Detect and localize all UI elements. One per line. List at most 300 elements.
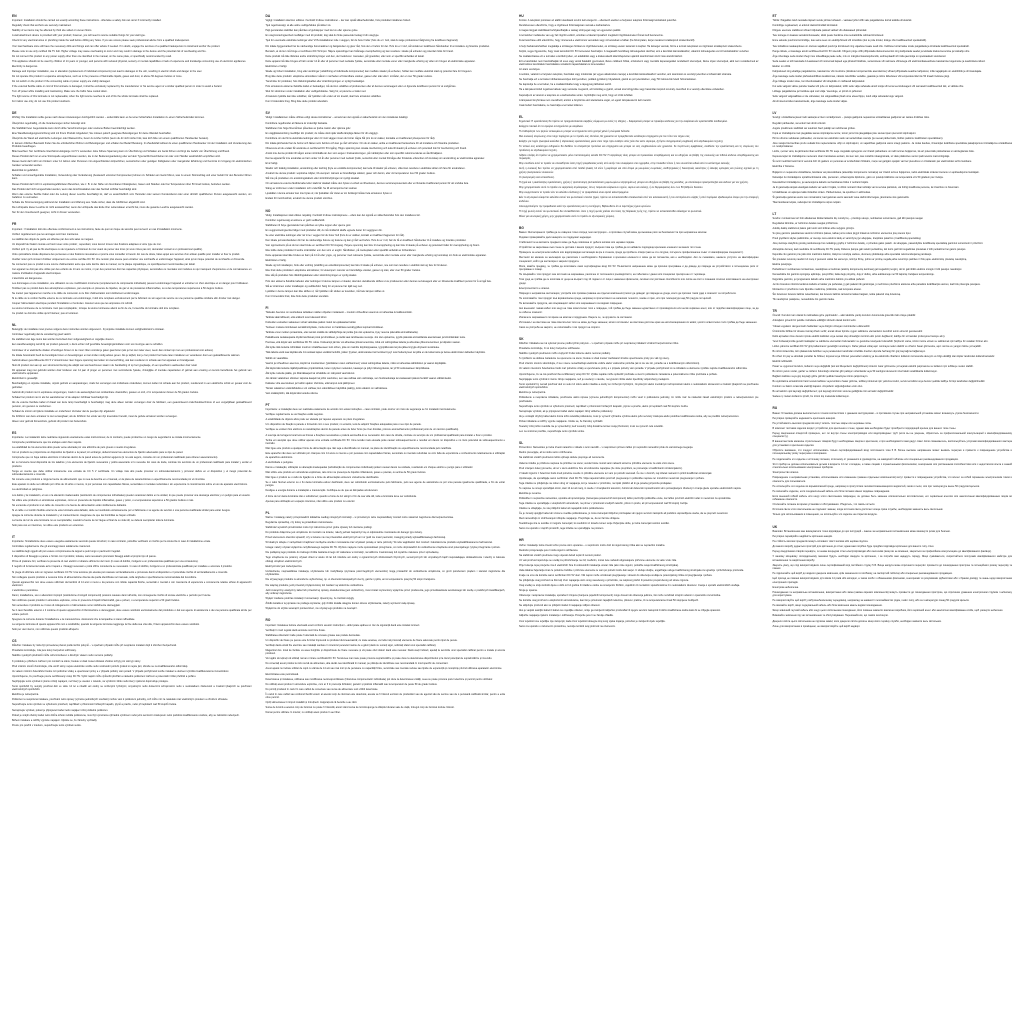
instruction-paragraph: Bemærk, at du kun må bruge et certificeret DC 5V-input. Højere spændinger kan forårsage overophedning og kan resultere i skade på enheden og potentiel risiko for brand. — [265, 49, 454, 53]
instruction-paragraph: Elektrizität ist gefährlich. — [12, 168, 39, 172]
instruction-paragraph: Pouze pro použití v interiéru, nepoužívejte tento výrobek venku. — [12, 723, 82, 727]
instruction-paragraph: Elektrisitet er farlig. — [265, 259, 287, 263]
instruction-paragraph: Ако външният гъвкав кабел или шнур на това осветително тяло е повреден, той трябва да бъде заменен единствено от производителя или негов сервизен агент, или от подобно квалифицирано лице, за да се избегне опасност. — [519, 307, 759, 314]
instruction-paragraph: Non collegare questo prodotto a nessuna fonte di alimentazione diversa da quella identificata nel manuale, sulla targhetta o specificamente raccomandata dal rivenditore. — [12, 575, 197, 579]
instruction-paragraph: Během instalace a údržby vypněte napájení. Ujistěte se, že žárovky vychladly. — [12, 718, 98, 722]
language-section-et — [773, 14, 1013, 105]
instruction-paragraph: Danni, installazione, uso o alterazioni impropri (sostituzione di singoli componenti) possono causare danni all'unità, con conseguente rischio di scosse elettriche e pericolo per l'utente. — [12, 594, 212, 598]
instruction-paragraph: Sluit dit product niet aan op een stroomvoorziening die afwijkt van wat beschreven staat in de handleiding of op het typeplaatje, of een specifiek is aanbevolen door retail. — [12, 363, 198, 367]
instruction-paragraph: Nepievienojiet šo izstrādājumu nevienam citam barošanas avotam, kā vien tam, kas norādīts rokasgrāmatā, uz datu plāksnītes vai ko īpaši ieteicis mazumtirgotājs. — [772, 155, 950, 159]
instruction-paragraph: V lokalni trgovini z železnino bodo imeli potrebne svedre in pritrdilne elemente ter vam po potrebi svetovali. Če ste v dvomih, naj izdelek namesti in pritrdi kvalificiran strokovnjak. — [519, 471, 713, 475]
instruction-paragraph: Redovito provjeravajte jesu li sidra sigurno održavana. — [519, 548, 579, 552]
instruction-paragraph: Nepripájajte tento výrobok k inému zdroju napájania, než je uvedený v návode, na typovom štítku alebo špecificky odporúčaný predajcom. — [519, 377, 670, 381]
instruction-paragraph: Stäng av strömmen under installation och underhåll. Se till att lamporna har svalnat. — [265, 187, 358, 191]
instruction-paragraph: Kontrollera om det finns elektriska ledningar eller rör inuti väggen innan du borrar några hål (om du är osäker, kontakta en kvalificerad yrkesperson för råd). — [265, 136, 436, 140]
instruction-paragraph: Повреди и неправилна инсталация, употреба или промяна (замяна на отделни компоненти) могат да доведат до повреда на уреда, което да причини токов удар и опасност за потребителя. — [519, 292, 737, 296]
instruction-paragraph: Lūdzu, ņemiet vērā, ka jāizmanto tikai sertificēta DC 5V ieeja. Augstāks spriegums var izraisīt pārkaršanu un radīt ierīces bojājumus, kā arī potenciālu pārkaršanas un aizdegšanās risku. — [772, 150, 975, 154]
instruction-paragraph: Upozorňujeme, že používejte pouze certifikovaný vstup DC 5V. Vyšší napětí může způsobit přehřátí a následně poškození zařízení a potenciální riziko přehřátí a požáru. — [12, 674, 197, 678]
instruction-paragraph: En vægmonteringsenhed medfølger med dit produkt; dog skal du finde passende beslag til din vægtype. — [265, 34, 380, 38]
instruction-paragraph: Ha a lámpatest külső rugalmas kábele vagy vezetéke megsérül, azt kizárólag a gyártó, annak szervizügynöke vagy hasonlóan képzett személy cserélheti ki a veszély elkerülése érdekében. — [519, 88, 725, 92]
instruction-paragraph: Εάν το εξωτερικό εύκαμπτο καλώδιο αυτού του φωτιστικού υποστεί ζημιά, πρέπει να αντικατασταθεί αποκλειστικά από τον κατασκευαστή ή τον αντιπρόσωπο σέρβις ή από παρόμοια εξειδικευμένο άτομο για την αποφυγή κινδύνου. — [519, 196, 759, 203]
instruction-paragraph: Источник света этого светильника не подлежит замене; когда источник света достигнет конца срока службы, необходимо заменить весь светильник. — [772, 508, 944, 512]
instruction-paragraph: Důležité: Instalace by měla být provedena přesně podle těchto pokynů – v opačném případě může při nesprávné instalaci dojít k ohrožení bezpečnosti. — [12, 644, 177, 648]
language-code: RU — [772, 406, 778, 411]
instruction-paragraph: Моля, имайте предвид, че трябва да използвате само сертифициран вход DC 5V. По-високото напрежение може да причини прегряване и да доведе до повреда на устройството и потенциален риск от прегряване и пожар. — [519, 264, 759, 272]
text-column — [519, 14, 759, 636]
instruction-paragraph: Не використовуйте цей виріб у вибухонебезпечному середовищі, наприклад за наявності легкозаймистих рідин, газів і пилу, або за температури понад 50 градусів Цельсія. — [772, 599, 970, 603]
instruction-paragraph: Na stabilnost visokih predmetov lahko vplivajo debele preproge ali neravna tla. — [519, 456, 605, 460]
instruction-paragraph: Sadece iç mekan kullanımı içindir, bu ürünü dış mekanda kullanmayın. — [772, 395, 850, 399]
instruction-paragraph: Μια συσκευή στερέωσης στον τοίχο παρέχεται με το προϊόν σας. Ωστόσο, θα χρειαστεί να προμηθευτείτε κατάλληλα στηρίγματα για τον τύπο του τοίχου σας. — [519, 135, 691, 139]
instruction-paragraph: Šio prietaiso neturėtų naudoti 14 metų ir jaunesni vaikai bei asmenys, turintys fizinę, jutimo ar protinę negalią arba neturintys patirties ir žinių apie elektroninių prietaisų naudojimą. — [772, 257, 967, 261]
instruction-paragraph: Μην συνδέετε αυτό το προϊόν σε οποιαδήποτε άλλη πηγή τροφοδοσίας εκτός από αυτήν που αναφέρεται στο εγχειρίδιο, στην πινακίδα τύπου ή που συνιστάται ειδικά από το κατάστημα λιανικής. — [519, 162, 731, 166]
instruction-paragraph: Редовно проверявайте дали анкерите се поддържат надеждно. — [519, 236, 592, 240]
language-section-tr — [773, 309, 1013, 400]
instruction-paragraph: Če je zunanji upogljivi kabel ali vrvica te svetilke poškodovana, jo mora zamenjati izključno proizvajalec ali njegov servisni zastopnik ali podobno usposobljena oseba, da se prepreči nevarnost. — [519, 512, 729, 516]
instruction-paragraph: Bu cihaz 14 yaş ve altındaki çocuklar ile fiziksel, duyusal veya zihinsel yetenekleri azalmış ya da elektronik cihazların kullanımı konusunda deneyim ve bilgi eksikliği olan kişiler tarafından kullanılmamalıdır. — [772, 354, 995, 358]
instruction-paragraph: Compruebe que no haya cables eléctricos ni tuberías dentro de la pared antes de perforar agujeros (si no está seguro, consulte con un profesional cualificado para obtener asesoramiento). — [12, 456, 218, 460]
instruction-paragraph: Dit apparaat mag niet gebruikt worden door kinderen van 14 jaar of jonger en personen met verminderde fysieke, zintuiglijke of mentale capaciteiten of gebrek aan ervaring en kennis betreffende het gebruik van elektronische apparaten. — [12, 368, 252, 376]
instruction-paragraph: Kui selle valgusti väline painduv kaabel või juhe on kahjustatud, tohib selle välja vahetada ainult tootja või tema teenindusagent või sarnaselt kvalifitseeritud isik, et vältida ohtu. — [772, 85, 964, 88]
instruction-paragraph: Samo za uporabu u zatvorenim prostorima, nemojte koristiti ovaj proizvod na otvorenom. — [519, 624, 616, 628]
instruction-paragraph: Ärge ühendage seda toodet ühegi muu toiteallikaga peale selle, mis on märgitud kasutusjuhendis, andmeplaadil või mida jaemüüja on spetsiaalselt soovitanud. — [772, 54, 947, 58]
instruction-paragraph: Oštećenja i neispravna instalacija, uporaba ili izmjena (zamjena pojedinih komponenti) mogu dovesti do oštećenja jedinice, što može rezultirati strujnim udarom i opasnošću za korisnika. — [519, 594, 721, 598]
instruction-paragraph: L'elettricità è pericolosa. — [12, 589, 39, 593]
instruction-paragraph: Não ligue o produto se o cabo de ligação ou a fonte de alimentação estiverem visivelmente danificados. — [265, 475, 380, 479]
instruction-paragraph: No utilice este producto en atmósferas explosivas, como en presencia de líquidos inflamables, gases y polvo, o a temperaturas superiores a 50 grados Celsius o más. — [12, 498, 194, 502]
instruction-paragraph: Als de externe flexibele kabel of draad van deze lamp beschadigd is beschadigd, mag deze alleen worden vervangen door de fabrikant, een geautoriseerd onderhoudstechnicus of een vergelijkbaar gekwalificeerd persoon, om gevaren te voorkomen. — [12, 401, 252, 408]
instruction-paragraph: La sorgente luminosa di questo apparecchio non è sostituibile; quando la sorgente luminosa raggiunge la fine della sua vita utile, l'intero apparecchio deve essere sostituito. — [12, 623, 200, 626]
instruction-paragraph: Sursa de lumină a acestui corp de iluminat nu poate fi înlocuită; atunci când sursa de lumină ajunge la sfârșitul duratei sale de viață, întregul corp de iluminat trebuie înlocuit. — [265, 706, 455, 710]
instruction-paragraph: Elektra pavojinga. — [772, 262, 792, 266]
instruction-paragraph: En su ferretería local dispondrá de los taladros y los elementos de fijación necesarios y podrá asesorarle si lo necesita. En caso de duda, contrate los servicios de un profesional cualificado para instalar y anclar el producto. — [12, 461, 252, 468]
language-code: NO — [265, 208, 271, 213]
instruction-paragraph: Ελέγχετε τακτικά ότι τα αγκύρια συντηρούνται με ασφάλεια. — [519, 124, 584, 128]
instruction-paragraph: Slå av strømmen under installasjon og vedlikehold. Sørg for at pærene har kjølt seg ned. — [265, 284, 363, 288]
instruction-paragraph: Ne kapcsolja be a terméket, ha a csatlakozókábel vagy a tápegység láthatóan sérült. — [519, 83, 612, 87]
instruction-paragraph: Před vrtáním otvorů zkontrolujte, zda uvnitř stěny nejsou elektrické vodiče nebo vodovodní potrubí (pokud si nejste jisti, obraťte se na kvalifikovaného odborníka). — [12, 664, 189, 668]
instruction-paragraph: En väggfästanordning medföljer din produkt; du måste dock själv skaffa lämpliga fästen för din väggtyp. — [265, 131, 379, 135]
instruction-paragraph: Poškodbe in nepravilna namestitev, uporaba ali spreminjanje (zamenjava posameznih komponent) lahko povzročijo poškodbe enote, kar lahko povzroči električni udar in nevarnost za uporabnika. — [519, 496, 732, 500]
text-column — [12, 14, 252, 735]
instruction-paragraph: La stabilité des objets de garde est affectée par des sols sales ou inégaux. — [12, 237, 94, 241]
instruction-paragraph: La electricidad es peligrosa. — [12, 488, 43, 492]
instruction-paragraph: Upoštevajte, da uporabljajte samo certificiran vhod DC 5V. Višja napetost lahko povzroči pregrevanje in poškodbe naprave ter morebitno nevarnost pregrevanja in požara. — [519, 476, 705, 480]
instruction-paragraph: Важливо: Встановлення має виконуватися точно відповідно до цих інструкцій – інакше за неправильного встановлення може виникнути ризик для безпеки. — [772, 529, 951, 533]
instruction-paragraph: Do not connect this product to any power supply other than one identified in the manual, on the name plate, or specifically recommended by retail. — [12, 54, 172, 58]
instruction-paragraph: Ikke slå på produktet hvis tilkoblingskabelen eller strømforsyningen er synlig skadet. — [265, 274, 358, 278]
instruction-paragraph: Nur für den Innenbereich geeignet, nicht im Freien verwenden. — [12, 211, 81, 215]
instruction-paragraph: Pažeidimai ir netinkamas montavimas, naudojimas ar keitimas (atskirų komponentų keitimas) gali sugadinti įrenginį, dėl to gali ištikti elektros smūgis ir kilti pavojus naudotojui. — [772, 267, 962, 271]
language-section-it — [12, 535, 252, 633]
instruction-paragraph: La source lumineuse de ce luminaire n'est pas remplaçable ; lorsque la source lumineuse atteint sa fin de vie, l'ensemble du luminaire doit être remplacé. — [12, 306, 180, 310]
language-section-fr — [12, 222, 252, 317]
instruction-paragraph: Ne csatlakoztassa ezt a terméket a kézikönyvben, az adattáblán vagy a kiskereskedő által kifejezetten ajánlott áramforráson kívül más áramforráshoz. — [519, 54, 683, 58]
instruction-paragraph: Vašemu izdelku je priložena naprava za pritrditev na steno; vendar boste morali sami nabaviti ustrezne pritrdilne elemente za vašo vrsto stene. — [519, 461, 675, 465]
instruction-paragraph: Schakel het product niet in als het aansluitsnoer of de adapter zichtbaar beschadigd zijn. — [12, 395, 109, 399]
instruction-paragraph: Compruebe periódicamente que los anclajes estén bien sujetos. — [12, 441, 82, 444]
instruction-paragraph: Om armaturens externa flexibla kabel eller sladd är skadad måste den bytas ut enbart av tillverkaren, dennes servicerepresentant eller en liknande kvalificerad person för att undvika fara. — [265, 182, 469, 186]
instruction-paragraph: Hvis den eksterne fleksible kabelen eller ledningen til denne lampen er skadet, skal den utelukkende skiftes ut av produsenten eller dennes serviceagent eller en tilsvarende kvalifisert person for å unngå fare. — [265, 279, 492, 283]
instruction-paragraph: Местният ви магазин за железария ще разполага с необходимите бормашини и крепежни елементи и може да ви посъветва, ако е необходимо. Ако се съмнявате, наемете услугите на квалифициран специалист, който да инсталира и закрепи продукта. — [519, 256, 759, 263]
instruction-paragraph: Kun til indendørs brug. Brug ikke dette produkt udendørs. — [265, 100, 329, 104]
instruction-paragraph: Poškodenie a nesprávna inštalácia, používanie alebo úprava (výmena jednotlivých komponentov) môžu viesť k poškodeniu jednotky, čo môže mať za následok zásah elektrickým prúdom a nebezpečenstvo pre používateľa. — [519, 396, 759, 403]
instruction-paragraph: На стійкість високих предметів можуть впливати товсті килими або нерівна підлога. — [772, 539, 869, 543]
instruction-paragraph: Nepoužívejte tento výrobek ve výbušném prostředí, například v přítomnosti hořlavých kapalin, plynů a prachu, nebo při teplotách nad 50 stupňů Celsia. — [12, 703, 177, 707]
instruction-paragraph: Tuotteen mukana toimitetaan seinäkiinnityslaite, mutta sinun on hankittava seinätyypillesi sopivat kiinnikkeet. — [265, 326, 384, 330]
instruction-paragraph: Isključite napajanje tijekom instalacije i održavanja. Provjerite jesu li se žarulje ohladile. — [519, 614, 614, 618]
instruction-paragraph: Montavimo ir priežiūros metu išjunkite maitinimą. Įsitikinkite, kad lemputės atvėso. — [772, 288, 862, 292]
instruction-paragraph: Ważne: Instalację należy przeprowadzić dokładnie według niniejszych instrukcji – w przeciwnym razie nieprawidłowy montaż może stwarzać zagrożenie dla bezpieczeństwa. — [265, 515, 454, 519]
instruction-paragraph: Само за употреба на закрито, не използвайте този продукт на открито. — [519, 325, 601, 329]
instruction-paragraph: La fuente de luz de esta luminaria no es reemplazable; cuando la fuente de luz llegue al final de su vida útil, se deberá reemplazar toda la luminaria. — [12, 518, 175, 522]
instruction-paragraph: Använd inte denna produkt i explosiva miljöer, till exempel i närvaro av brandfarliga vätskor, gaser och damm, eller vid temperaturer över 50 grader Celsius. — [265, 172, 436, 176]
instruction-paragraph: Augstu priekšmetu stabilitāti var ietekmēt biezi paklāji vai nelīdzenas grīdas. — [772, 126, 856, 130]
instruction-paragraph: Izvor svjetlosti ove svjetiljke nije zamjenjiv; kada izvor svjetlosti dosegne kraj svog vijeka trajanja, potrebno je zamijeniti cijelu svjetiljku. — [519, 619, 666, 623]
instruction-paragraph: Nu conectați acest produs la nicio sursă de alimentare, alta decât cea identificată în manual, pe plăcuța de identificare sau recomandată în mod specific de comerciant. — [265, 662, 449, 666]
instruction-paragraph: Viktig: Installasjonen skal utføres nøyaktig i henhold til disse instruksjonene – ellers kan det oppstå en sikkerhetsrisiko hvis den installeres feil. — [265, 213, 421, 217]
instruction-paragraph: Rendszeresen ellenőrizze, hogy a rögzítések biztonságosan vannak-e karbantartva. — [519, 24, 611, 28]
instruction-paragraph: Stabilitu vysokých předmětů může ovlivnit koberec s dlouhým vlasem nebo nerovné podlahy. — [12, 654, 114, 658]
language-code: TR — [772, 309, 777, 314]
instruction-paragraph: Този уред не трябва да се използва от деца на възраст под 14 години и от лица с намалени физически, сетивни или умствени способности или липса на опит и познания относно използването на електронни уреди. — [519, 278, 759, 285]
instruction-paragraph: Gebruik alleen gecertificeerde DC 5 V stroominvoer. Een hogere spanning kan leiden tot oververhitting, wat kan resulteren in schade aan het apparaat en brandgevaar. — [12, 358, 195, 362]
instruction-paragraph: Проверете за електрически кабели или водопроводни инсталации вътре в стената, преди да пробиете отвори (ако не сте сигурни, потърсете професионален съвет от квалифициран специалист). — [519, 251, 744, 255]
instruction-paragraph: Uszkodzenia, nieprawidłowa instalacja, użytkowanie lub modyfikacje (wymiana poszczególnych elementów) mogą prowadzić do uszkodzenia urządzenia, co grozi porażeniem prądem i stanowi zagrożenie dla użytkownika. — [265, 569, 505, 577]
instruction-paragraph: Ne connectez pas ce produit à une source d'alimentation autre que celle décrite dans le manuel, sur la plaque signalétique, ou spécifiquement recommandée par détail. — [12, 263, 196, 266]
instruction-paragraph: Bu ürünü yanıcı sıvılar, gazlar ve tozların bulunduğu ortamlar gibi patlayıcı ortamlarda veya 50 santigrat derecenin üzerindeki sıcaklıklarda kullanmayın. — [772, 370, 938, 374]
instruction-paragraph: Tätä laitetta eivät saa käyttää alle 14-vuotiaat lapset eivätkä henkilöt, joiden fyysiset, aistinvaraiset tai henkiset kyvyt ovat heikentyneet tai joilla ei ole kokemusta ja tietoa elektronisten laitteiden käytöstä. — [265, 351, 486, 355]
language-code: EN — [12, 14, 17, 18]
instruction-paragraph: Se etter elektriske ledninger eller rør inne i veggen før du borer hull (hvis du er usikker, kontakt en kvalifisert fagperson for råd). — [265, 233, 405, 237]
language-code: CS — [12, 639, 17, 644]
instruction-paragraph: Vérifiez régulièrement que les ancrages sont bien maintenus. — [12, 232, 79, 236]
instruction-paragraph: Do not switch on the product if the connecting cable or power supply are visibly damaged. — [12, 79, 111, 83]
instruction-paragraph: Na stabilnost visokih predmeta mogu utjecati debeli tepisi ili neravni podovi. — [519, 553, 602, 557]
instruction-paragraph: Vain sisäkäyttöön, älä käytä tätä tuotetta ulkona. — [265, 391, 319, 395]
instruction-paragraph: Önemli: Kurulum tam olarak bu talimatlara göre yapılmalıdır – aksi takdirde yanlış kurulum durumunda güvenlik riski ortaya çıkabilir. — [772, 314, 916, 318]
instruction-paragraph: Solo per uso interno, non utilizzare questo prodotto all'aperto. — [12, 628, 80, 632]
instruction-paragraph: Электричество опасно. — [772, 471, 799, 475]
instruction-paragraph: Skade og forkert installation, brug eller ændringer (udskiftning af individuelle komponenter) kan medføre skader på enheden, hvilket kan medføre elektrisk stød og potentiel fare for brugeren. — [265, 69, 473, 73]
instruction-paragraph: Пошкодження та неправильне встановлення, використання або зміна (заміна окремих компонентів) можуть призвести до пошкодження пристрою, що спричиняє ураження електричним струмом і небезпеку для користувача. — [772, 590, 1012, 598]
language-code: FR — [12, 222, 17, 227]
instruction-paragraph: Μόνο για εσωτερική χρήση, μην χρησιμοποιείτε αυτό το προϊόν σε εξωτερικούς χώρους. — [519, 214, 615, 218]
instruction-paragraph: Nie włączaj produktu, jeśli przewód przyłączeniowy lub zasilacz są widocznie uszkodzone. — [265, 583, 364, 587]
language-code: LV — [772, 111, 777, 116]
instruction-paragraph: Electricity is dangerous. — [12, 64, 38, 68]
instruction-paragraph: Hasar ve uygunsuz kurulum, kullanım veya değişiklik (tek tek bileşenlerin değiştirilmesi) ünitenin zarar görmesine yol açarak elektrik çarpmasına ve kullanıcı için tehlikeye neden olabilir. — [772, 365, 974, 369]
instruction-paragraph: Se il cavo flessibile esterno o il cordone di questo apparecchio di illuminazione è danneggiato, deve essere sostituito esclusivamente dal produttore o dal suo agente di assistenza o da una persona qualificata simile per evitare pericoli. — [12, 609, 252, 616]
instruction-paragraph: Nu porniți produsul în cazul în care cablul de conectare sau sursa de alimentare sunt vizibil deteriorate. — [265, 687, 379, 691]
instruction-paragraph: Не підключайте цей виріб до жодного джерела живлення, крім зазначеного в посібнику, на паспортній табличці або спеціально рекомендованого продавцем. — [772, 572, 953, 576]
instruction-paragraph: Το τοπικό σας κατάστημα σιδηρικών θα διαθέτει τα απαραίτητα τρυπάνια και στηρίγματα και μπορεί να σας συμβουλεύσει εάν χρειαστεί. Σε περίπτωση αμφιβολίας, αναθέστε την εγκατάσταση και τη στερέωση του προϊόντος σε εξειδικευμένο τεχνίτη. — [519, 145, 759, 152]
language-section-pt — [266, 403, 506, 505]
instruction-paragraph: Non accendere il prodotto se il cavo di collegamento o l'alimentatore sono visibilmente danneggiati. — [12, 604, 121, 608]
instruction-paragraph: Pange tähele, et kasutage ainult sertifitseeritud DC 5V sisendit. Kõrgem pinge võib põhjustada ülekuumenemist ning kahjustada seadet ja tekitada ülekuumenemise ja tulekahju ohu. — [772, 49, 970, 53]
instruction-paragraph: Bitte beachten: Nur zertifizierte Gleichstrom-Eingänge mit 5 V verwenden. Eine höhere Spannung kann zu Überhitzung und Schäden am Gerät führen und birgt die Gefahr von Überhitzung und Brand. — [12, 150, 230, 154]
instruction-paragraph: Please note to use only certified CE TV bolt. Higher voltage may cause overheating to occur and may result in damage to the device and the potential risk of overheating and fire. — [12, 49, 207, 53]
instruction-paragraph: Coupez l'alimentation électrique pendant l'installation et l'entretien. Assurez-vous que les ampoules ont refroidi. — [12, 301, 133, 305]
instruction-paragraph: Si prega di utilizzare solo un ingresso certificato CC 5V. Una tensione più elevata può causare surriscaldamento e provocare danni al dispositivo e il potenziale rischio di surriscaldamento e incendio. — [12, 570, 228, 574]
instruction-paragraph: Если внешний гибкий кабель или шнур этого светильника поврежден, он должен быть заменен исключительно изготовителем, его сервисным агентом или аналогичным квалифицированным лицом во избежание опасности. — [772, 494, 1012, 502]
instruction-paragraph: Prije bušenja rupa provjerite ima li električnih žica ili vodovodnih instalacija unutar zida (ako niste sigurni, potražite savjet kvalificiranog stručnjaka). — [519, 563, 679, 567]
instruction-paragraph: Jos tämän valaisimen ulkoinen taipuisa kaapeli tai johto vaurioituu, sen saa vaihtaa vain valmistaja, sen huoltoedustaja tai vastaavasti pätevä henkilö vaaran välttämiseksi. — [265, 376, 452, 380]
instruction-paragraph: Atkreipkite dėmesį, kad naudokite tik sertifikuotą DC 5V įvadą. Didesnė įtampa gali sukelti perkaitimą, dėl kurio gali būti sugadintas prietaisas ir kilti perkaitimo bei gaisro pavojus. — [772, 247, 967, 251]
instruction-paragraph: Wyłącz zasilanie podczas instalacji i konserwacji. Upewnij się, że żarówki ostygły. — [265, 597, 355, 601]
instruction-paragraph: Hvis armaturets eksterne fleksible kabel er beskadiget, må det kun udskiftes af producenten eller af dennes serviceagent eller en lignende kvalificeret person for at undgå fare. — [265, 85, 457, 88]
instruction-paragraph: Ne uključujte proizvod ako su priključni kabel ili napajanje vidljivo oštećeni. — [519, 604, 601, 608]
instruction-paragraph: Ako je vanjski savitljivi kabel ili kabel ove svjetiljke oštećen, smije ga zamijeniti isključivo proizvođač ili njegov servisni zastupnik ili slično kvalificirana osoba kako bi se izbjegla opasnost. — [519, 609, 721, 613]
instruction-paragraph: El är farligt. — [265, 162, 279, 165]
instruction-paragraph: Не подключайте это изделие к источнику питания, отличному от указанного в руководстве, на заводской табличке или специально рекомендованного продавцом. — [772, 457, 959, 461]
instruction-paragraph: Eine Wandbefestigungsvorrichtung wird mit Ihrem Produkt mitgeliefert; Sie müssen jedoch geeignete Befestigungen für deine Wandart beschaffen. — [12, 131, 172, 135]
instruction-paragraph: Pred vŕtaním otvorov skontrolujte, či sa v stene nenachádzajú elektrické vodiče alebo vodovodné potrubia (ak si nie ste istí, poraďte sa s kvalifikovaným odborníkom). — [519, 362, 700, 366]
instruction-paragraph: Schakel de stroom uit tijdens installatie en onderhoud. Verzeker dat de peertjes zijn afgekoeld. — [12, 409, 116, 413]
instruction-paragraph: Регулярно перевіряйте надійність кріплення анкерів. — [772, 534, 833, 538]
instruction-paragraph: Kérjük, vegye figyelembe, hogy csak tanúsított DC 5V bemenetet használjon. A magasabb feszültség túlmelegedést okozhat, ami a készülék károsodásához, valamint túlmelegedés és tűz kockázatához vezethet. — [519, 49, 750, 53]
instruction-paragraph: A fonte de luz desta luminária não é substituível; quando a fonte de luz atingir o fim da sua vida útil, toda a luminária deve ser substituída. — [265, 494, 417, 498]
instruction-paragraph: Een wandbevestiging wordt bij uw product geleverd; u dient echter zelf geschikte bevestigingsmiddelen voor uw muurtype aan te schaffen. — [12, 343, 164, 347]
instruction-paragraph: N'utilisez pas ce produit dans des atmosphères explosives, par exemple en présence de liquides, de gaz et de poussières inflammables, ou à des températures supérieures à 50 degrés Celsius. — [12, 286, 224, 290]
instruction-paragraph: Stabiliteten hos höga föremål kan påverkas av tjocka mattor eller ojämna golv. — [265, 126, 351, 130]
instruction-paragraph: Stabilitu vysokých predmetov môžu ovplyvniť hrubé koberce alebo nerovné podlahy. — [519, 352, 611, 356]
instruction-paragraph: Stabilność wysokich przedmiotów może być zaburzona przez grube dywany lub nierówne podłogi. — [265, 525, 373, 529]
text-column — [266, 14, 506, 723]
instruction-paragraph: Tego urządzenia nie powinny używać dzieci w wieku 14 lat lub młodsze ani osoby o ograniczonych zdolnościach fizycznych, sensorycznych lub umysłowych bądź nieposiadające doświadczenia i wiedzy w zakresie obsługi urządzeń elektronicznych. — [265, 556, 505, 563]
instruction-paragraph: A termékhez mellékelve van egy fali rögzítő eszköz, azonban a falazat típusához megfelelő rögzítőelemeket Önnek kell beszereznie. — [519, 34, 664, 38]
instruction-paragraph: Вимикайте живлення під час встановлення та обслуговування. Переконайтеся, що лампи охолонули. — [772, 614, 889, 618]
instruction-paragraph: Uwaga: należy używać wyłącznie certyfikowanego wejścia DC 5V. Wyższe napięcie może spowodować przegrzanie, co może doprowadzić do uszkodzenia urządzenia oraz potencjalnego ryzyka przegrzania i pożaru. — [265, 546, 501, 550]
instruction-paragraph: Med namestitvijo in vzdrževanjem izklopite napajanje. Prepričajte se, da so žarnice ohlajene. — [519, 517, 621, 521]
instruction-paragraph: Обратите внимание, что следует использовать только сертифицированный вход постоянного тока 5 В. Более высокое напряжение может вызвать перегрев и привести к повреждению устройства и потенциальному риску перегрева и возгорания. — [772, 448, 1012, 456]
language-code: RO — [265, 618, 271, 623]
instruction-paragraph: Älä kytke tuotetta päälle, jos liitäntäkaapeli tai virtalähde on näkyvästi vaurioitunut. — [265, 371, 355, 375]
instruction-paragraph: Svetelný zdroj tohto svietidla nie je vymeniteľný; keď svetelný zdroj dosiahne koniec svojej životnosti, musí sa vymeniť celé svietidlo. — [519, 425, 664, 429]
language-section-no — [266, 209, 506, 300]
instruction-paragraph: Uzstādīšanas un apkopes laikā izslēdziet strāvu. Pārliecinieties, ka spuldzes ir atdzisušas. — [772, 190, 871, 194]
instruction-paragraph: Nepoužívajte tento výrobok vo výbušnom prostredí, napríklad v prítomnosti horľavých kvapalín, plynov a prachu, alebo pri teplotách nad 50 stupňov Celzia. — [519, 404, 689, 408]
instruction-paragraph: В комплект поставки изделия входит устройство для крепления к стене; однако вам необходимо будет приобрести подходящий крепеж для вашего типа стены. — [772, 426, 957, 430]
instruction-paragraph: Ürününüzle birlikte bir duvara montaj cihazı verilir; ancak duvar tipinize uygun sabitleme elemanlarını kendiniz temin etmeniz gerekecektir. — [772, 329, 923, 333]
language-section-el — [519, 115, 759, 220]
instruction-paragraph: The light source of this luminaire is not replaceable; when the light source reaches its end of life the whole luminaire shall be replaced. — [12, 95, 159, 99]
instruction-paragraph: În cazul în care cablul sau cordonul flexibil extern al acestui corp de iluminat este deteriorat, acesta va fi înlocuit exclusiv de producător sau de agentul său de service sau de o persoană calificată similar, pentru a evita orice pericol. — [265, 692, 505, 700]
instruction-paragraph: En veggmonteringsenhet følger med produktet ditt; du må imidlertid skaffe egnede fester for veggtypen din. — [265, 228, 383, 232]
instruction-paragraph: Prieš gręždami skyles patikrinkite, ar sienoje nėra elektros laidų ar vamzdynų (jei abejojate, kreipkitės patarimo į kvalifikuotą specialistą). — [772, 237, 922, 241]
instruction-paragraph: Controleer of er elektrische draden of leidingen binnen in de muur zitten voordat je gaten gaat boren (als je het niet zeker weet, neem dan contact op met een professional voor advies). — [12, 348, 214, 352]
instruction-paragraph: Kapcsolja ki az áramot a telepítés és a karbantartás során. Győződjön meg arról, hogy az izzók lehűltek. — [519, 93, 634, 97]
instruction-paragraph: Yerel hırdavatçınızda gerekli matkaplar ve sabitleme elemanları bulunacaktır ve gerekirse tavsiyede bulunabilir. Şüpheniz varsa, ürünü monte etmek ve sabitlemek için kalifiye bir ustadan hizmet alın. — [772, 339, 989, 343]
instruction-paragraph: Controllare regolarmente che gli ancoraggi siano saldamente mantenuti. — [12, 545, 91, 549]
instruction-paragraph: Vérifiez qu'il n'y ait pas de fils électriques ou de tuyauterie à l'intérieur du mur avant de percer des trous (si vous n'êtes pas sûr, demandez conseil à un professionnel qualifié). — [12, 247, 203, 251]
language-section-ru — [773, 406, 1013, 518]
instruction-paragraph: Não utilize este produto em atmosferas explosivas, tais como na presença de líquidos inflamáveis, gases e poeiras, ou acima de 50 graus Celsius. — [265, 470, 427, 474]
instruction-paragraph: Katkaise virta asennuksen ja huollon ajaksi. Varmista, että lamput ovat jäähtyneet. — [265, 381, 356, 385]
instruction-paragraph: Stabilitatea obiectelor înalte poate fi afectată de covoare groase sau podele denivelate. — [265, 633, 361, 637]
instruction-paragraph: Votre quincaillerie locale disposera des perceuses et des fixations nécessaires et pourra vous conseiller si besoin. En cas de doute, faites appel aux services d'un artisan qualifié pour installer et fixer le produit. — [12, 252, 241, 256]
instruction-paragraph: Електрика небезпечна. — [772, 585, 799, 589]
instruction-paragraph: Wenn das externe flexible Kabel oder die Leitung dieser Leuchte beschädigt ist, darf es ausschließlich vom Hersteller oder seinem Kundendienst oder einer ähnlich qualifizierten Person ausgetauscht werden, um Gefahren zu vermeiden. — [12, 192, 252, 200]
instruction-paragraph: Te naprave ne smejo uporabljati otroci, stari 14 let ali manj, in osebe z zmanjšanimi telesnimi, čutnimi ali duševnimi sposobnostmi ali s pomanjkanjem izkušenj in znanja glede uporabe elektronskih naprav. — [519, 486, 742, 490]
instruction-paragraph: Tega izdelka ne uporabljajte v eksplozivnih atmosferah, na primer v prisotnosti vnetljivih tekočin, plinov in prahu, ali pri temperaturah nad 50 stopinj Celzija. — [519, 502, 688, 506]
instruction-paragraph: Bağlantı kablosu veya güç kaynağı gözle görülür şekilde hasarlıysa ürünü çalıştırmayın. — [772, 375, 869, 379]
instruction-paragraph: Tähtis: Paigaldus tuleb teostada täpselt nende juhiste kohaselt – vastasel juhul võib vale paigaldamise korral tekkida ohutusrisk. — [772, 19, 913, 23]
instruction-paragraph: Brug ikke dette produkt i eksplosive atmosfærer såsom i nærheden af brændbare væsker, gasser eller støv eller i områder, der er over 50 grader celsius. — [265, 74, 433, 78]
instruction-paragraph: Verifique regularmente se as fixações estão seguras. — [265, 413, 324, 417]
instruction-paragraph: Nejunkite šio gaminio prie jokio kito maitinimo šaltinio, išskyrus nurodytą vadove, duomenų plokštelėje arba specialiai rekomenduojamą pardavėjo. — [772, 252, 932, 256]
instruction-paragraph: Važno: Instalaciju treba izvesti točno prema ovim uputama – u suprotnom može doći do sigurnosnog rizika ako se nepravilno instalira. — [519, 543, 666, 547]
instruction-paragraph: Jeśli zewnętrzny elastyczny kabel lub przewód tej oprawy oświetleniowej jest uszkodzony, musi zostać wymieniony wyłącznie przez producenta, jego przedstawiciela serwisowego lub osobę o podobnych kwalifikacjach, aby uniknąć zagrożenia. — [265, 588, 505, 596]
instruction-paragraph: A magas tárgyak stabilitását befolyásolhatják a vastag szőnyegek vagy az egyenetlen padlók. — [519, 29, 622, 33]
instruction-paragraph: Tento spotrebič by nemali používať deti vo veku 14 rokov alebo mladšie a osoby so zníženými fyzickými, zmyslovými alebo mentálnymi schopnosťami alebo s nedostatkom skúseností a znalostí týkajúcich sa používania elektronických spotrebičov. — [519, 382, 759, 390]
instruction-paragraph: Šī gaismekļa gaismas avots nav nomaināms; kad gaismas avots sasniedz sava darbmūža beigas, jānomaina viss gaismeklis. — [772, 195, 910, 199]
instruction-paragraph: Μην ενεργοποιείτε το προϊόν εάν το καλώδιο σύνδεσης ή το τροφοδοτικό είναι ορατά κατεστραμμένα. — [519, 191, 629, 195]
instruction-paragraph: Importante: l'installazione deve essere eseguita esattamente secondo queste istruzioni; in caso contrario, potrebbe verificarsi un rischio per la sicurezza in caso di installazione errata. — [12, 540, 211, 544]
language-section-sk — [519, 337, 759, 435]
instruction-paragraph: Gebruik dit product niet in explosieve omgevingen, zoals in de aanwezigheid van ontvlambare vloeistoffen, gassen en stof, of in temperaturen boven de 50 graden Celsius. — [12, 390, 199, 394]
instruction-paragraph: Pokud je vnější ohebný kabel nebo šňůra tohoto svítidla poškozena, musí být vyměněna výhradně výrobcem nebo jeho servisním zástupcem nebo podobně kvalifikovanou osobou, aby se zabránilo nebezpečí. — [12, 713, 240, 717]
instruction-paragraph: No encienda el producto si el cable de conexión o la fuente de alimentación están visiblemente dañados. — [12, 503, 127, 507]
instruction-paragraph: Din lokale byggemarked har de nødvendige boremaskiner og fastgørelser og giver råd, hvis der er behov for det. Hvis du er i tvivl, så kontakt en kvalificeret håndværker til at installere og forankre produktet. — [265, 44, 490, 48]
instruction-paragraph: Important: Installation should be carried out exactly according these instructions - otherwise a safety risk can occur if incorrectly installed. — [12, 19, 162, 23]
language-code: SL — [519, 441, 524, 446]
instruction-paragraph: Αυτή η συσκευή δεν πρέπει να χρησιμοποιείται από παιδιά ηλικίας 14 ετών ή μικρότερα και από άτομα με μειωμένες σωματικές, αισθητηριακές ή διανοητικές ικανότητες ή έλλειψη εμπειρίας και γνώσης σχετικά με τη χρήση ηλεκτρονικών συσκευών. — [519, 167, 759, 174]
instruction-paragraph: Šio šviestuvo šviesos šaltinis nekeičiamas; kai šviesos šaltinio tarnavimo laikas baigiasi, reikia pakeisti visą šviestuvą. — [772, 293, 901, 297]
instruction-paragraph: Не използвайте този продукт във взривоопасна среда, например в присъствието на запалими течности, газове и прах, или при температури над 50 градуса по Целзий. — [519, 297, 712, 301]
instruction-paragraph: Poškození a nesprávná instalace, používání nebo úpravy (výměna jednotlivých součástí) mohou vést k poškození jednotky, což může mít za následek úraz elektrickým proudem a ohrožení uživatele. — [12, 698, 229, 702]
instruction-paragraph: Elektrika je nevarna. — [519, 491, 542, 495]
language-section-hr — [519, 538, 759, 629]
language-code: FI — [265, 305, 269, 310]
instruction-paragraph: Regularnie sprawdzaj, czy kotwy są prawidłowo zamocowane. — [265, 520, 334, 524]
language-section-fi — [266, 306, 506, 397]
instruction-paragraph: Tämän valaisimen valonlähdettä ei voi vaihtaa; kun valonlähteen käyttöikä päättyy, koko valaisin on vaihdettava. — [265, 386, 388, 390]
instruction-paragraph: Tarkista säännöllisesti, että ankkurit ovat tukevasti kiinni. — [265, 316, 327, 319]
instruction-paragraph: Kõrgete esemete stabiilsust võivad mõjutada paksud vaibad või ebatasased põrandad. — [772, 29, 867, 33]
instruction-paragraph: Il negozio di ferramenta locale avrà i trapani e i fissaggi necessari e potrà offrire consulenza se necessario. In caso di dubbio, rivolgersi a un professionista qualificato per installare e ancorare il prodotto. — [12, 565, 233, 569]
instruction-paragraph: Beschadiging en onjuiste installatie, onjuist gebruik en aanpassingen, zoals het vervangen van individuele onderdelen, kunnen leiden tot schade aan het product, resulterend in een elektrische schok en gevaar voor de gebruiker. — [12, 382, 252, 389]
instruction-paragraph: Desligue a energia durante a instalação e manutenção. Certifique-se de que as lâmpadas arrefeceram. — [265, 489, 379, 493]
instruction-paragraph: Um dispositivo de fixação à parede é fornecido com o seu produto; no entanto, terá de adquirir fixações adequadas para o seu tipo de parede. — [265, 423, 422, 427]
instruction-paragraph: A helyi barkácsáruházban megtalálja a szükséges fúrókat és rögzítőelemeket, és szükség esetén tanácsot is kaphat. Ha kétségei vannak, bízza a termék telepítését és rögzítését szakképzett szakemberre. — [519, 44, 743, 48]
instruction-paragraph: Ärge kasutage seda toodet plahvatusohtlikus keskkonnas, näiteks tuleohtlike vedelike, gaaside ja tolmu läheduses või temperatuuridel üle 50 kraadi Celsiuse järgi. — [772, 74, 950, 78]
instruction-paragraph: Lütfen yalnızca sertifikalı DC 5V giriş kullanmanız gerektiğini unutmayın. Daha yüksek voltaj aşırı ısınmaya neden olabilir ve cihazın hasar görmesine, aşırı ısınma ve yangın riskine yol açabilir. — [772, 344, 982, 348]
language-section-da — [266, 14, 506, 105]
instruction-paragraph: Tjek regelmæssigt, at alle ankre vedligeholdes på sikker vis. — [265, 24, 332, 28]
instruction-paragraph: De stabiliteit van lage items kan worden beïnvloed door vuilgevoeligheid en ongelijke vloeren. — [12, 338, 115, 342]
instruction-paragraph: Bu aydınlatma armatürünün harici esnek kablosu veya kordonu hasar görürse, tehlikeyi önlemek için yalnızca üretici, servis temsilcisi veya benzer şekilde kalifiye bir kişi tarafından değiştirilmelidir. — [772, 380, 986, 384]
instruction-paragraph: Alleen voor gebruik binnenshuis, gebruik dit product niet buitenshuis. — [12, 419, 88, 423]
instruction-paragraph: Den lokale jernvarehandelen din har de nødvendige borene og festene og kan gi råd ved behov. Hvis du er i tvil, bør du få en kvalifisert håndverker til å installere og forankre produktet. — [265, 239, 467, 242]
instruction-paragraph: Din lokala järnhandel har de borrar och fästen som behövs och kan ge råd vid behov. Om du är osäker, anlita en kvalificerad hantverkare för att installera och förankra produkten. — [265, 141, 460, 145]
instruction-paragraph: A sérülés, valamint a helytelen telepítés, használat vagy módosítás (az egyes alkatrészek cseréje) a készülék károsodásához vezethet, ami áramütést és veszélyt jelenthet a felhasználó számára. — [519, 73, 732, 77]
instruction-paragraph: De lichtbron van deze armatuur is niet vervangbaar; als de lichtbron het einde van zijn levensduur bereikt, moet de gehele armatuur worden vervangen. — [12, 414, 178, 418]
instruction-paragraph: Počas inštalácie a údržby vypnite napájanie. Uistite sa, že žiarovky vychladli. — [519, 419, 603, 423]
instruction-paragraph: Los daños y la instalación, el uso o la alteración inadecuados (sustitución de componentes individuales) pueden ocasionar daños en la unidad, lo que puede provocar una descarga eléctrica y un peligro para el usuario. — [12, 493, 251, 497]
instruction-paragraph: Apague la corriente durante la instalación y el mantenimiento. Asegúrese de que las bombillas se hayan enfriado. — [12, 513, 137, 517]
instruction-paragraph: Перед свердлінням отворів перевірте, чи немає всередині стіни електропроводки або сантехніки (якщо ви не впевнені, зверніться за професійною консультацією до кваліфікованого фахівця). — [772, 549, 992, 553]
instruction-paragraph: Dieses Produkt darf nicht in explosionsgefährdeten Bereichen, wie z. B. in der Nähe von brennbaren Flüssigkeiten, Gasen und Stäuben oder bei Temperaturen über 50 Grad Celsius, betrieben werden. — [12, 182, 231, 186]
instruction-paragraph: Danos e instalação, utilização ou alteração inadequadas (substituição de componentes individuais) podem causar danos na unidade, resultando em choque elétrico e perigo para o utilizador. — [265, 465, 474, 469]
instruction-paragraph: Vă rugăm să rețineți că utilizați numai o intrare certificată DC 5V. Tensiunea mai mare poate provoca supraîncălzire și poate duce la deteriorarea dispozitivului și la riscul potențial de supraîncălzire și incendiu. — [265, 657, 493, 661]
language-section-hu — [519, 14, 759, 109]
language-code: DA — [265, 14, 271, 18]
instruction-paragraph: Len na vnútorné použitie, nepoužívajte tento výrobok vonku. — [519, 430, 585, 434]
instruction-paragraph: Ak je vonkajší ohybný kábel alebo šnúra tohto svietidla poškodená, musí ju vymeniť výhradne výrobca alebo jeho servisný zástupca alebo podobne kvalifikovaná osoba, aby sa predišlo nebezpečenstvu. — [519, 414, 740, 418]
instruction-paragraph: Не включвайте продукта, ако свързващият кабел или захранването са видимо повредени. — [519, 302, 623, 306]
instruction-paragraph: Importante: La instalación debe realizarse siguiendo exactamente estas instrucciones; de lo contrario, puede producirse un riesgo de seguridad si se instala incorrectamente. — [12, 435, 202, 439]
instruction-paragraph: Tjek for eventuelle elektriske ledninger eller VVS-installationer inde i væggen, før du borer huller (hvis du er i tvivl, skal du søge professionel rådgivning fra kvalificeret fagmand). — [265, 39, 459, 43]
instruction-paragraph: Šo ierīci nedrīkst lietot bērni vecumā līdz 14 gadiem un personas ar ierobežotām fiziskām, maņu vai garīgām spējām vai bez pieredzes un zināšanām par elektronisko ierīču lietošanu. — [772, 160, 972, 164]
instruction-paragraph: Отключайте питание во время установки и обслуживания. Убедитесь, что лампы остыли. — [772, 503, 876, 507]
instruction-paragraph: Delik açmadan önce duvarın içinde elektrik kabloları veya tesisat olup olmadığını kontrol edin (emin değilseniz, kalifiye bir uzmandan profesyonel tavsiye alın). — [772, 334, 946, 338]
instruction-paragraph: Ikke bruk dette produktet i eksplosive atmosfærer, for eksempel i nærvær av brannfarlige væsker, gasser og støv, eller over 50 grader Celsius. — [265, 269, 421, 273]
instruction-paragraph: Pravidelně kontrolujte, zda jsou kotvy bezpečně udržovány. — [12, 649, 77, 653]
instruction-paragraph: Acest aparat nu trebuie utilizat de copii cu vârsta de 14 ani sau mai mici și de persoane cu capacități fizice, senzoriale sau mentale reduse sau lipsite de experiență și cunoștințe privind utilizarea aparatelor electronice. — [265, 667, 503, 671]
instruction-paragraph: Ne használja ezt a terméket robbanásveszélyes környezetben, például gyúlékony folyadékok, gázok és por jelenlétében, vagy 50 Celsius-fok feletti hőmérsékleten. — [519, 78, 697, 82]
instruction-paragraph: Kontrollera regelbundet att fästena är ordentligt fastsatta. — [265, 121, 328, 125]
instruction-paragraph: Tænd ikke for produktet, hvis tilslutningskablet eller strømforsyningen er synligt beskadiget. — [265, 79, 365, 83]
instruction-paragraph: Samo za uporabo v zaprtih prostorih, tega izdelka ne uporabljajte na prostem. — [519, 527, 604, 531]
instruction-paragraph: Vo vašom miestnom železiarstve budú mať potrebné vrtáky a upevňovacie prvky a v prípade potreby vám poradia. V prípade pochybností si na inštaláciu a ukotvenie výrobku najmite kvalifikovaného odborníka. — [519, 367, 748, 371]
instruction-paragraph: Stability of set items may be affected by third site soiled or uneven floors. — [12, 29, 92, 33]
instruction-paragraph: Seda seadet ei tohi kasutada 14-aastased või nooremad lapsed ega piiratud füüsiliste, sensoorsete või vaimsete võimetega või elektroonikaseadmete kasutamise kogemuste ja teadmisteta isikud. — [772, 59, 986, 63]
instruction-paragraph: Tento spotřebič by neměly používat děti ve věku 14 let a mladší ani osoby se sníženými fyzickými, smyslovými nebo duševními schopnostmi nebo s nedostatkem zkušeností a znalostí týkajících se používání elektronických spotřebičů. — [12, 684, 252, 692]
instruction-paragraph: Η σταθερότητα των ψηλών αντικειμένων μπορεί να επηρεαστεί από χοντρά χαλιά ή ανώμαλα δάπεδα. — [519, 130, 630, 134]
instruction-paragraph: Źródło światła w tej oprawie nie podlega wymianie; gdy źródło światła osiągnie koniec okresu użytkowania, należy wymienić całą oprawę. — [265, 602, 416, 606]
instruction-paragraph: This appliance should not be used by children of 14 years or younger, and persons with reduced physical, sensory or mental capabilities or lack of experience and knowledge concerning use of electronic appliances. — [12, 59, 247, 63]
instruction-paragraph: Pirms urbumu veikšanas pārbaudiet, vai sienā nav elektrisko vadu vai santehnikas cauruļu (ja neesat pārliecināts, lūdziet padomu kvalificētam speciālistam). — [772, 136, 944, 140]
instruction-paragraph: A sua loja de ferragens local terá as brocas e fixações necessárias e poderá aconselhá-lo se necessário. Em caso de dúvida, contrate os serviços de um profissional qualificado para instalar e fixar o produto. — [265, 433, 493, 437]
instruction-paragraph: Fontos: A telepítést pontosan az alábbi utasítások szerint kell elvégezni – ellenkező esetben a helytelen telepítés biztonsági kockázatot jelenthet. — [519, 19, 677, 23]
instruction-paragraph: Pravidelne kontrolujte, či sú kotvy bezpečne udržiavané. — [519, 347, 581, 351]
instruction-paragraph: Selle valgusti valgusallikas ei ole vahetatav; kui valgusallikas jõuab oma eluea lõppu, tuleb välja vahetada kogu valgusti. — [772, 95, 904, 99]
instruction-paragraph: Vaša lokalna željezarija imat će potrebne bušilice i pričvrsne elemente te vam po potrebi može dati savjet. U slučaju dvojbe, angažirajte usluge kvalificiranog stručnjaka za ugradnju i pričvršćivanje proizvoda. — [519, 568, 744, 572]
instruction-paragraph: Ovaj uređaj ne smiju koristiti djeca u dobi od 14 godina ili mlađa te osobe sa smanjenim fizičkim, osjetilnim ili mentalnim sposobnostima ili s nedostatkom iskustva i znanja o uporabi elektroničkih uređaja. — [519, 584, 740, 588]
instruction-paragraph: Vær oppmerksom på at du kun skal bruke en sertifisert DC 5V-inngang. Høyere spenning kan føre til overoppheting og kan føre til skade på enheten og potensiell risiko for overoppheting og brann. — [265, 244, 480, 248]
instruction-paragraph: Verificați dacă există fire electrice sau instalații sanitare în interiorul peretelui înainte de a găuri (dacă nu sunteți sigur, solicitați sfatul unui specialist calificat). — [265, 643, 437, 647]
language-section-cs — [12, 639, 252, 729]
instruction-paragraph: Dette produkt må ikke tilsluttes andre strømforsyninger end den, der beskrives i manualen, på typeskiltet, eller som er specifikt anbefalet af detail. — [265, 54, 425, 58]
instruction-paragraph: Lülitage paigaldamise ja hoolduse ajal vool välja. Veenduge, et pirnid on jahtunud. — [772, 90, 863, 94]
instruction-paragraph: Nepřipojujte tento výrobek k jinému zdroji napájení, než který je uveden v návodu, na výrobním štítku nebo který výslovně doporučuje prodejce. — [12, 679, 169, 683]
instruction-paragraph: Controleer regelmatig dat de verankering goed vastzit. — [12, 333, 72, 337]
instruction-paragraph: Jūsu vietējā būvniecības preču veikalā būs nepieciešamie urbji un stiprinājumi, un vajadzības gadījumā varēs sniegt padomu. Ja rodas šaubas, izmantojiet kvalificēta speciālista pakalpojumus izstrādājuma uzstādīšanai un nostiprināšanai. — [772, 141, 1012, 149]
instruction-paragraph: Izdelka ne vklapljajte, če sta priključni kabel ali napajalnik vidno poškodovana. — [519, 507, 605, 511]
instruction-paragraph: Az áram veszélyes. — [519, 68, 541, 72]
instruction-paragraph: Sluk for strømmen under installation eller vedligeholdelse. Sørg for, at pærerne er kølet ned. — [265, 90, 367, 94]
instruction-paragraph: Cet appareil ne doit pas être utilisé par des enfants de 14 ans ou moins, ni par des personnes dont les capacités physiques, sensorielles ou mentales sont réduites ou qui manquent d'expérience et de connaissance en matière d'utilisation d'appareils électroniques. — [12, 268, 252, 275]
instruction-paragraph: Nezapínejte výrobek, pokud je připojovací kabel nebo napájecí zdroj viditelně poškozen. — [12, 708, 109, 712]
instruction-paragraph: Ainult siseruumides kasutamiseks, ärge kasutage seda toodet väljas. — [772, 100, 848, 104]
instruction-paragraph: Il dispositivo di fissaggio a parete è fornito con il prodotto; tuttavia, sarà necessario procurarsi fissaggi adatti al proprio tipo di parete. — [12, 555, 157, 559]
language-section-sl — [519, 441, 759, 532]
instruction-paragraph: Skade og feil installasjon, bruk eller endring (utskifting av enkeltkomponenter) kan føre til skade på enheten, noe som kan resultere i elektrisk støt og fare for brukeren. — [265, 264, 448, 268]
language-code: SK — [519, 336, 524, 341]
instruction-paragraph: Ne mettez pas l'appareil en marche si le câble de connexion ou le bloc d'alimentation sont visiblement endommagés. — [12, 291, 140, 295]
instruction-paragraph: Важно: Инсталирането трябва да се извърши точно според тези инструкции – в противен случай може да възникне риск за безопасността при неправилен монтаж. — [519, 231, 708, 235]
instruction-paragraph: Regularly check that anchors are securely maintained. — [12, 24, 72, 28]
instruction-paragraph: Numai pentru utilizare în interior, nu utilizați acest produs în aer liber. — [265, 711, 341, 715]
instruction-paragraph: Изключете захранването по време на монтаж и поддръжка. Уверете се, че крушките са изстинали. — [519, 315, 633, 319]
instruction-paragraph: Kontrollige regulaarselt, et ankrud oleksid kindlalt kinnitatud. — [772, 24, 838, 28]
instruction-paragraph: Un dispozitiv de fixare pe perete este furnizat împreună cu produsul dumneavoastră; cu toate acestea, va trebui să procurați elemente de fixare adecvate pentru tipul de perete. — [265, 638, 458, 642]
instruction-paragraph: Electricitatea este periculoasă. — [265, 672, 299, 676]
instruction-paragraph: Этот прибор не должен использоваться детьми в возрасте 14 лет и младше, а также лицами с ограниченными физическими, сенсорными или умственными способностями или с недостатком опыта и знаний относительно использования электронных приборов. — [772, 462, 1012, 470]
language-section-sv — [266, 111, 506, 202]
instruction-paragraph: Opriți alimentarea în timpul instalării și întreținerii. Asigurați-vă că becurile s-au răcit. — [265, 701, 358, 705]
